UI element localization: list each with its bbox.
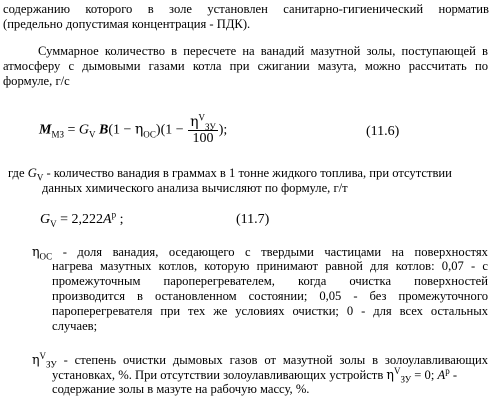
text-line: формуле, г/с	[3, 74, 70, 88]
equation-number: (11.6)	[366, 124, 400, 139]
text-line: данных химического анализа вычисляют по формуле, г/т	[42, 181, 348, 195]
text-line: производится в остановленном состоянии; 0,05 - без промежуточного	[52, 289, 488, 303]
text-line: атмосферу с дымовыми газами котла при сжигании мазута, можно рассчитать по	[3, 59, 488, 73]
text-line: $\eta_{ОС}$ - доля ванадия, оседающего с твердыми частицами на поверхностях	[32, 244, 488, 262]
text-line: содержание золы в мазуте на рабочую массу, %.	[52, 382, 310, 396]
text-line: установках, %. При отсутствии золоулавливающих устройств $\eta^V_{ЗУ} = 0$; $A^р$ -	[52, 365, 458, 385]
formula-11-6: $M_{МЗ} = G_V$ $B(1 - \eta_{ОС})(1$ − $\frac{\eta^V_{ЗУ}}{100}$ );	[39, 112, 228, 146]
fraction: $\frac{\eta^V_{ЗУ}}{100}$	[190, 112, 216, 146]
formula-11-7: $G_V = 2,222A^р$ ;	[40, 209, 124, 229]
equation-number: (11.7)	[236, 212, 270, 227]
text-line: пароперегревателя при тех же условиях очистки; 0 - для всех остальных	[52, 304, 488, 318]
text-line: нагрева мазутных котлов, которую принимают равной для котлов: 0,07 - с	[52, 259, 488, 273]
text-line: случаев;	[52, 319, 98, 333]
text-line: Суммарное количество в пересчете на ванадий мазутной золы, поступающей в	[38, 44, 488, 58]
text-line: $\eta^V_{ЗУ}$ - степень очистки дымовых газов от мазутной золы в золоулавливающих	[32, 350, 488, 370]
text-line: где $G_V$ - количество ванадия в граммах в 1 тонне жидкого топлива, при отсутствии	[8, 166, 452, 183]
text-line: промежуточным пароперегревателем, когда очистка поверхностей	[52, 274, 488, 288]
text-line: содержанию которого в золе установлен санитарно-гигиенический норматив	[3, 2, 489, 16]
text-line: (предельно допустимая концентрация - ПДК).	[3, 17, 251, 31]
